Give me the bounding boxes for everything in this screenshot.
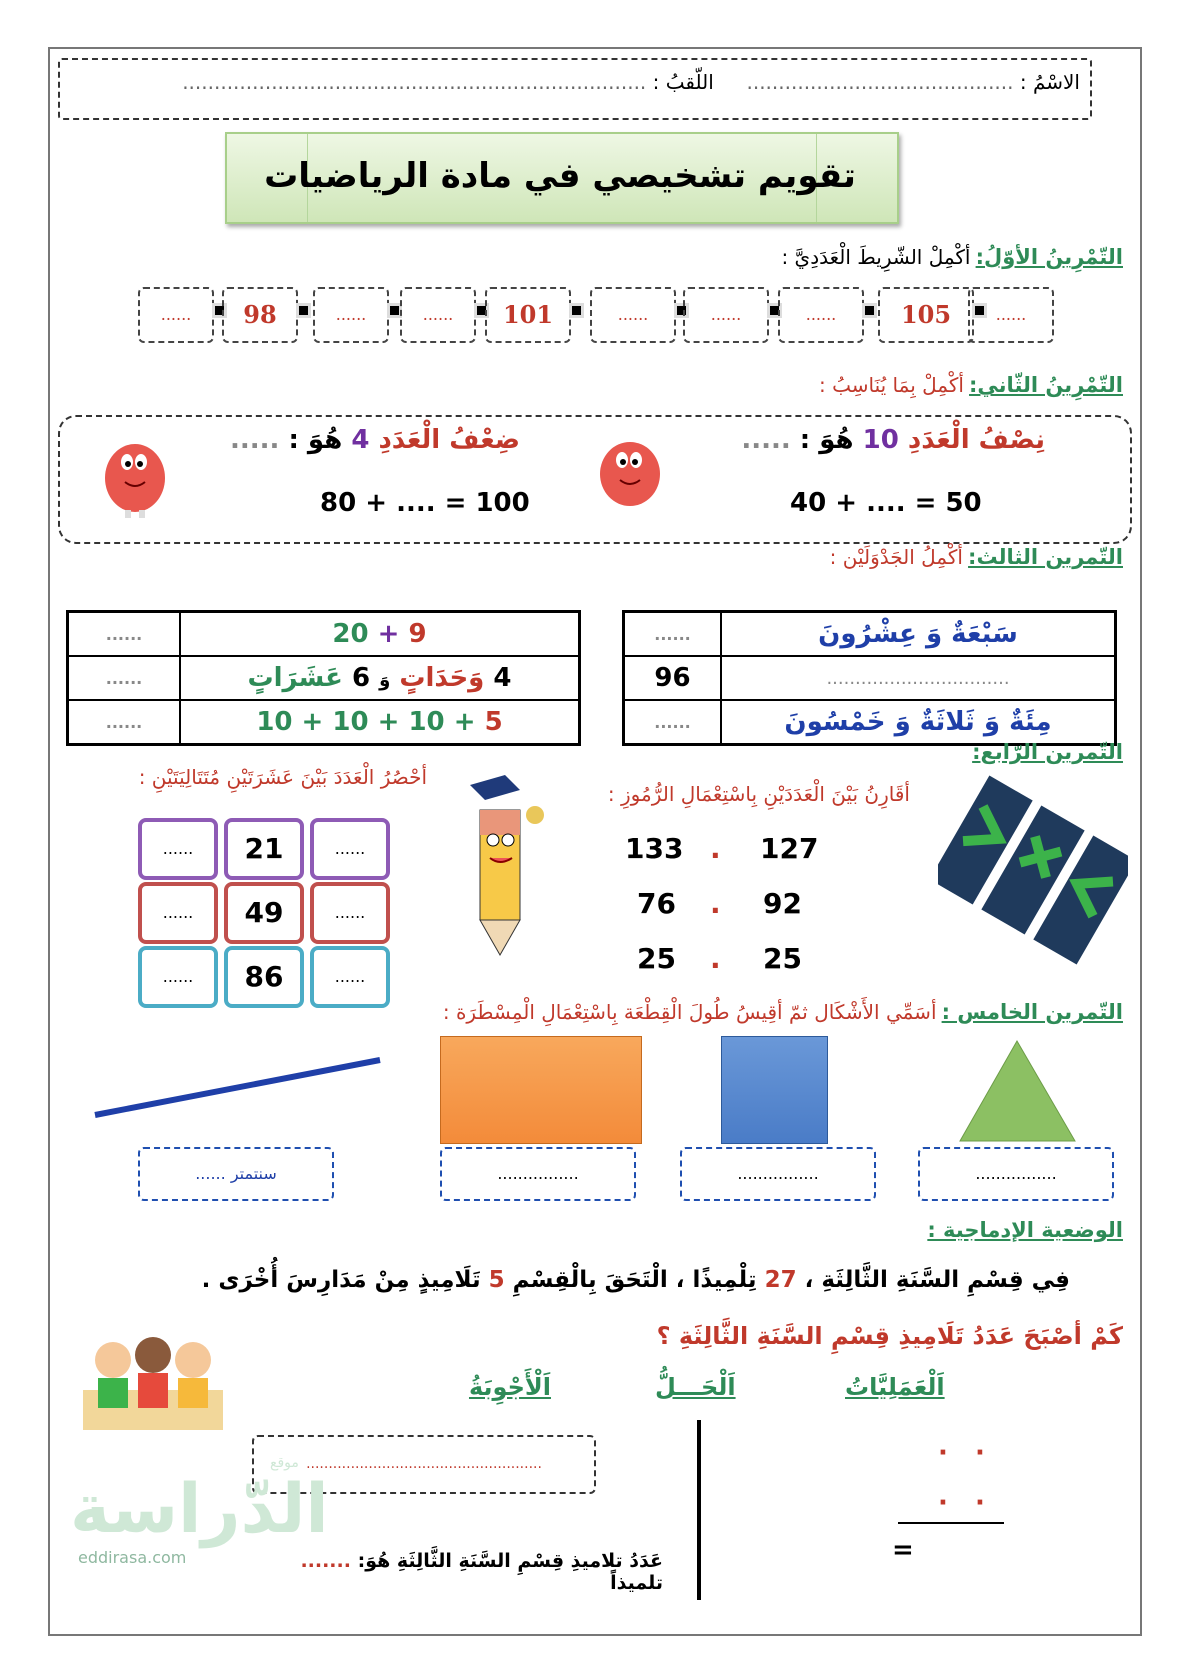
- table-row: [68, 656, 580, 700]
- ex3-instruction: أكْمِلُ الجَدْوَلَيْن :: [829, 545, 963, 569]
- bound-number: 86: [224, 946, 304, 1008]
- table-cell: مِئَةٌ وَ ثَلاثَةٌ وَ خَمْسُونَ: [721, 700, 1116, 745]
- operation-dots: · ·: [938, 1488, 985, 1518]
- number-line-box[interactable]: ......: [968, 287, 1054, 343]
- number-line-box[interactable]: ......: [778, 287, 864, 343]
- table-cell: 10 + 10 + 10 + 5: [180, 700, 580, 745]
- shape-name-answer[interactable]: ................: [918, 1147, 1114, 1201]
- compare-instruction: أقَارِنُ بَيْنَ الْعَدَدَيْنِ بِاسْتِعْمَالِ الرُّمُوزِ :: [607, 782, 910, 806]
- right-table: [622, 610, 1117, 746]
- ex5-title: التّمرين الخامس :: [941, 1000, 1123, 1024]
- connector-dot: [569, 303, 584, 318]
- table-row: [624, 700, 1116, 745]
- operation-line: [898, 1522, 1004, 1524]
- equation-1: 40 + .... = 50: [790, 488, 982, 518]
- page-title: تقويم تشخيصي في مادة الرياضيات: [264, 156, 856, 196]
- ex1-header: [423, 245, 1123, 269]
- operation-dots: · ·: [938, 1438, 985, 1468]
- triangle-shape: [955, 1036, 1080, 1146]
- apple-mascot-icon: [95, 430, 175, 520]
- answer-cell[interactable]: ................................: [721, 656, 1116, 700]
- surname-field[interactable]: .........................................................................: [182, 70, 647, 94]
- rectangle-shape: [440, 1036, 642, 1144]
- ex2-instruction: أكْمِلْ بِمَا يُنَاسِبُ :: [819, 373, 964, 397]
- double-question: ضِعْفُ الْعَدَدِ 4 هُوَ : .....: [230, 425, 520, 455]
- number-line-box[interactable]: ......: [400, 287, 476, 343]
- apple-mascot-icon: [590, 430, 670, 510]
- left-number: 133: [625, 832, 684, 865]
- answer-cell[interactable]: ......: [68, 612, 181, 657]
- bound-answer-box[interactable]: ......: [310, 946, 390, 1008]
- answer-cell[interactable]: ......: [624, 612, 722, 657]
- table-cell: سَبْعَةٌ وَ عِشْرُونَ: [721, 612, 1116, 657]
- problem-text: فِي قِسْمِ السَّنَةِ الثَّالِثَةِ ، 27 تِلْمِيذًا ، الْتَحَقَ بِالْقِسْمِ 5 تَلَامِيذٍ مِنْ مَدَارِسَ أُخْرَى .: [201, 1267, 1070, 1293]
- number-line-box[interactable]: ......: [683, 287, 769, 343]
- connector-dot: [296, 303, 311, 318]
- bound-answer-box[interactable]: ......: [310, 818, 390, 880]
- table-row: [68, 700, 580, 745]
- table-cell: 20 + 9: [180, 612, 580, 657]
- compare-symbol-slot[interactable]: .: [710, 832, 721, 865]
- equation-2: 80 + .... = 100: [320, 488, 530, 518]
- col-solution: اَلْحَـــلُّ: [655, 1373, 736, 1401]
- equals-sign: =: [892, 1535, 914, 1565]
- answer-cell[interactable]: ......: [68, 656, 181, 700]
- children-illustration-icon: [83, 1320, 223, 1430]
- watermark-top: موقع: [270, 1455, 299, 1471]
- ex5-instruction: أسَمِّي الأَشْكَال ثمّ أقِيسُ طُولَ الْقِطْعَة بِاسْتِعْمَالِ الْمِسْطَرَة :: [442, 1000, 937, 1024]
- crocodile-symbols-icon: [938, 770, 1128, 970]
- watermark-logo: الدّراسة: [70, 1470, 329, 1549]
- connector-dot: [862, 303, 877, 318]
- table-cell: 4 وَحَدَاتٍ وَ 6 عَشَرَاتٍ: [180, 656, 580, 700]
- bound-number: 49: [224, 882, 304, 944]
- answer-cell[interactable]: ......: [624, 700, 722, 745]
- problem-question: كَمْ أصْبَحَ عَدَدُ تَلَامِيذِ قِسْمِ السَّنَةِ الثَّالِثَةِ ؟: [656, 1322, 1123, 1350]
- table-row: [624, 656, 1116, 700]
- table-cell: 96: [624, 656, 722, 700]
- ex1-instruction: أكْمِلْ الشّرِيطَ الْعَدَدِيَّ :: [781, 245, 971, 269]
- segment-length-answer[interactable]: ...... سنتمتر: [138, 1147, 334, 1201]
- half-answer[interactable]: .....: [741, 425, 791, 455]
- ex4-title: التّمرين الرّابع:: [972, 740, 1123, 764]
- surname-label: اللّقبُ :: [652, 70, 714, 94]
- bound-answer-box[interactable]: ......: [138, 882, 218, 944]
- compare-symbol-slot[interactable]: .: [710, 942, 721, 975]
- name-field[interactable]: ..........................................: [746, 70, 1014, 94]
- table-row: [68, 612, 580, 657]
- right-number: 127: [760, 832, 819, 865]
- bound-instruction: أحْصُرُ الْعَدَدَ بَيْنَ عَشَرَتَيْنِ مُتَتَالِيَتَيْنِ :: [138, 765, 427, 789]
- ex5-header: [423, 1000, 1123, 1024]
- student-info-row: [70, 70, 1080, 94]
- name-label: الاسْمُ :: [1019, 70, 1080, 94]
- double-answer[interactable]: .....: [230, 425, 280, 455]
- ex1-title: التّمْرِينُ الأوّلُ:: [975, 245, 1123, 269]
- bound-answer-box[interactable]: ......: [310, 882, 390, 944]
- ex2-title: التّمْرِينُ الثّاني:: [969, 373, 1123, 397]
- right-number: 25: [763, 942, 802, 975]
- integration-header: [623, 1218, 1123, 1242]
- final-answer-field[interactable]: .......: [300, 1550, 351, 1572]
- solution-divider: [697, 1420, 701, 1600]
- number-line-box: 101: [485, 287, 571, 343]
- final-answer: عَدَدُ تلاميذِ قِسْمِ السَّنَةِ الثَّالِثَةِ هُوَ: ....... تلميذاً: [300, 1550, 663, 1594]
- col-operations: اَلْعَمَلِيَّاتُ: [845, 1373, 945, 1401]
- number-line-box[interactable]: ......: [138, 287, 214, 343]
- shape-name-answer[interactable]: ................: [680, 1147, 876, 1201]
- ex2-header: [423, 373, 1123, 397]
- compare-symbol-slot[interactable]: .: [710, 887, 721, 920]
- bound-answer-box[interactable]: ......: [138, 946, 218, 1008]
- left-number: 76: [637, 887, 676, 920]
- left-table: [66, 610, 581, 746]
- ex3-title: التّمرين الثالث:: [968, 545, 1123, 569]
- number-line-box: 105: [878, 287, 974, 343]
- ex4-header: [723, 740, 1123, 764]
- integration-title: الوضعية الإدماجية :: [927, 1218, 1123, 1242]
- answer-box[interactable]: .....................................................: [252, 1435, 596, 1494]
- line-segment: [90, 1040, 390, 1120]
- watermark-site: eddirasa.com: [78, 1548, 187, 1567]
- right-number: 92: [763, 887, 802, 920]
- square-shape: [721, 1036, 828, 1144]
- shape-name-answer[interactable]: ................: [440, 1147, 636, 1201]
- number-line-box[interactable]: ......: [313, 287, 389, 343]
- left-number: 25: [637, 942, 676, 975]
- answer-cell[interactable]: ......: [68, 700, 181, 745]
- half-question: نِصْفُ الْعَدَدِ 10 هُوَ : .....: [741, 425, 1045, 455]
- ex3-header: [423, 545, 1123, 569]
- table-row: [624, 612, 1116, 657]
- col-answers: اَلْأَجْوِبَةُ: [468, 1373, 551, 1401]
- bound-answer-box[interactable]: ......: [138, 818, 218, 880]
- bound-number: 21: [224, 818, 304, 880]
- pencil-mascot-icon: [460, 770, 550, 960]
- number-line-box: 98: [222, 287, 298, 343]
- number-line-box[interactable]: ......: [590, 287, 676, 343]
